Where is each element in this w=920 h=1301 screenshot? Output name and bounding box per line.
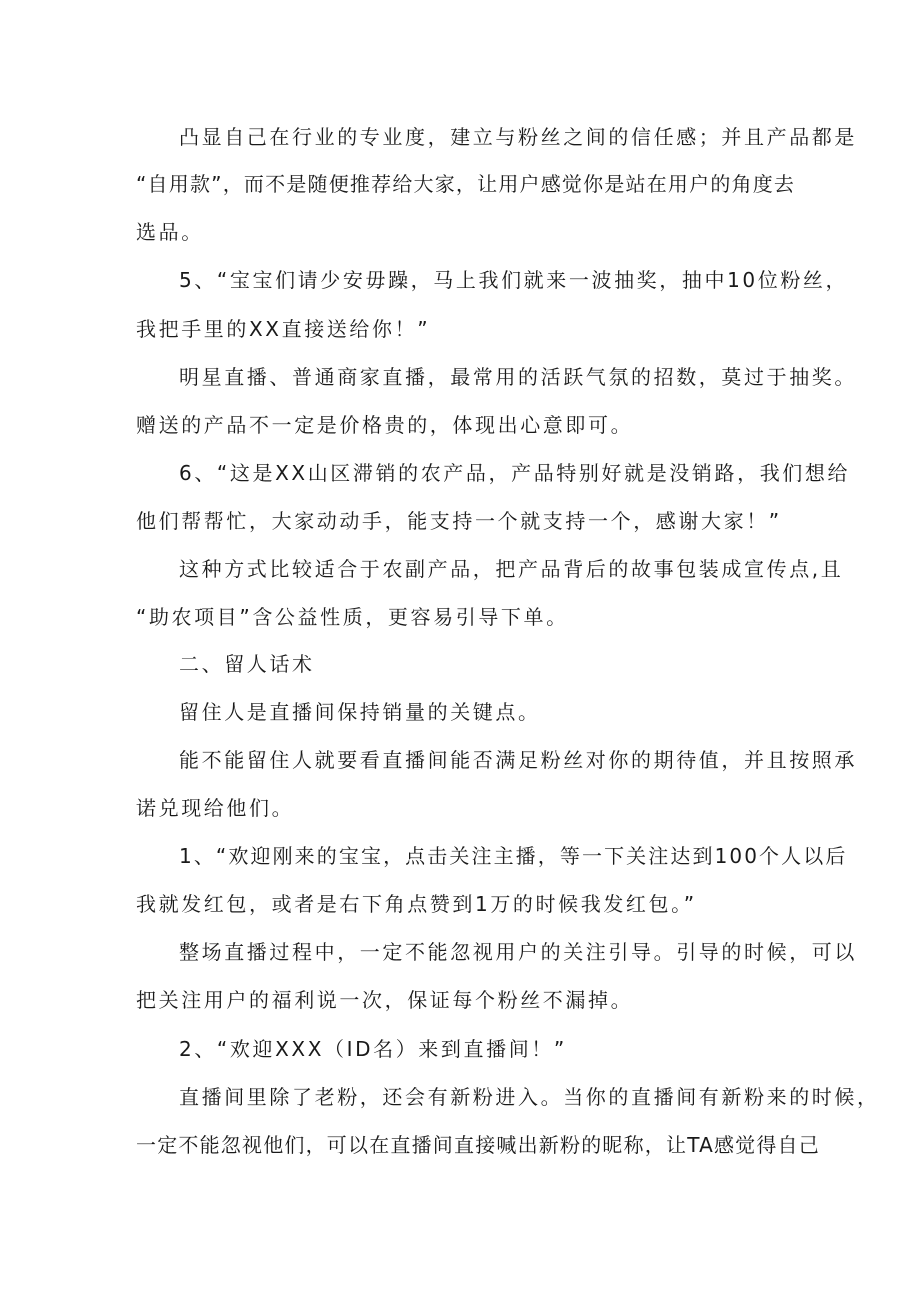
paragraph-line: “助农项目”含公益性质，更容易引导下单。 bbox=[136, 605, 569, 629]
paragraph-line: 留住人是直播间保持销量的关键点。 bbox=[179, 700, 541, 724]
paragraph-line: 这种方式比较适合于农副产品，把产品背后的故事包装成宣传点,且 bbox=[179, 557, 844, 581]
paragraph-line: 2、“欢迎XXX（ID名）来到直播间！” bbox=[179, 1037, 567, 1061]
paragraph-line: 1、“欢迎刚来的宝宝，点击关注主播，等一下关注达到100个人以后 bbox=[179, 844, 848, 868]
paragraph-line: 我就发红包，或者是右下角点赞到1万的时候我发红包。” bbox=[136, 892, 697, 916]
paragraph-line: 直播间里除了老粉，还会有新粉进入。当你的直播间有新粉来的时候， bbox=[179, 1085, 880, 1109]
paragraph-line: 能不能留住人就要看直播间能否满足粉丝对你的期待值，并且按照承 bbox=[179, 748, 857, 772]
paragraph-line: 把关注用户的福利说一次，保证每个粉丝不漏掉。 bbox=[136, 988, 634, 1012]
paragraph-line: 我把手里的XX直接送给你！” bbox=[136, 317, 431, 341]
paragraph-line: 赠送的产品不一定是价格贵的，体现出心意即可。 bbox=[136, 413, 634, 437]
paragraph-line: 整场直播过程中，一定不能忽视用户的关注引导。引导的时候，可以 bbox=[179, 940, 857, 964]
paragraph-line: 明星直播、普通商家直播，最常用的活跃气氛的招数，莫过于抽奖。 bbox=[179, 365, 857, 389]
section-heading: 二、留人话术 bbox=[179, 652, 315, 676]
paragraph-line: 5、“宝宝们请少安毋躁，马上我们就来一波抽奖，抽中10位粉丝， bbox=[179, 268, 849, 292]
paragraph-line: 选品。 bbox=[136, 220, 204, 244]
paragraph-line: 一定不能忽视他们，可以在直播间直接喊出新粉的昵称，让TA感觉得自己 bbox=[136, 1133, 820, 1157]
paragraph-line: 他们帮帮忙，大家动动手，能支持一个就支持一个，感谢大家！” bbox=[136, 509, 782, 533]
paragraph-line: 凸显自己在行业的专业度，建立与粉丝之间的信任感；并且产品都是 bbox=[179, 125, 857, 149]
paragraph-line: 诺兑现给他们。 bbox=[136, 796, 295, 820]
paragraph-line: “自用款”，而不是随便推荐给大家，让用户感觉你是站在用户的角度去 bbox=[136, 172, 796, 196]
paragraph-line: 6、“这是XX山区滞销的农产品，产品特别好就是没销路，我们想给 bbox=[179, 461, 851, 485]
